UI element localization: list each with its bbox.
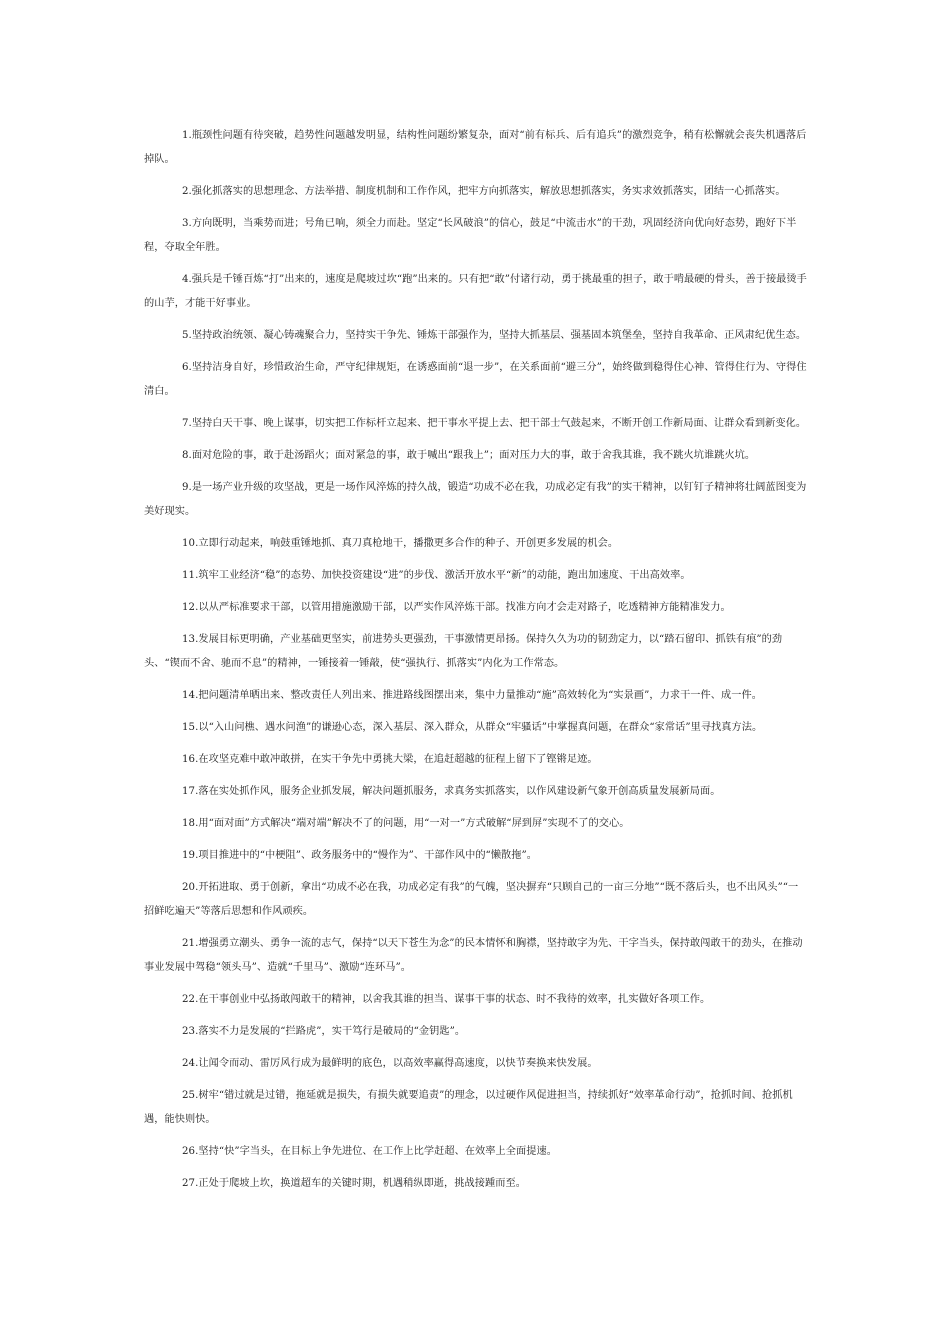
paragraph-13: 13.发展目标更明确，产业基础更坚实，前进势头更强劲，干事激情更昂扬。保持久久为功的韧劲定力，以“踏石留印、抓铁有痕”的劲头、“锲而不舍、驰而不息”的精神，一锤接着一锤敲，使“强执行、抓落实”内化为工作常态。 bbox=[144, 634, 783, 669]
paragraph-27: 27.正处于爬坡上坎，换道超车的关键时期，机遇稍纵即逝，挑战接踵而至。 bbox=[182, 1178, 526, 1189]
document-body bbox=[144, 124, 808, 1204]
paragraph-8: 8.面对危险的事，敢于赴汤蹈火；面对紧急的事，敢于喊出“跟我上”；面对压力大的事，敢于舍我其谁，我不跳火坑谁跳火坑。 bbox=[182, 450, 756, 461]
paragraph-20: 20.开拓进取、勇于创新，拿出“功成不必在我，功成必定有我”的气魄，坚决摒弃“只顾自己的一亩三分地”“既不落后头，也不出风头”“一招鲜吃遍天”等落后思想和作风顽疾。 bbox=[144, 882, 799, 917]
paragraph-23: 23.落实不力是发展的“拦路虎”，实干笃行是破局的“金钥匙”。 bbox=[182, 1026, 466, 1037]
paragraph-7: 7.坚持白天干事、晚上谋事，切实把工作标杆立起来、把干事水平提上去、把干部士气鼓起来，不断开创工作新局面、让群众看到新变化。 bbox=[182, 418, 807, 429]
paragraph-26: 26.坚持“快”字当头，在目标上争先进位、在工作上比学赶超、在效率上全面提速。 bbox=[182, 1146, 557, 1157]
paragraph-5: 5.坚持政治统领、凝心铸魂聚合力，坚持实干争先、锤炼干部强作为，坚持大抓基层、强基固本筑堡垒，坚持自我革命、正风肃纪优生态。 bbox=[182, 330, 807, 341]
paragraph-16: 16.在攻坚克难中敢冲敢拼，在实干争先中勇挑大梁，在追赶超越的征程上留下了铿锵足迹。 bbox=[182, 754, 598, 765]
paragraph-14: 14.把问题清单晒出来、整改责任人列出来、推进路线图摆出来，集中力量推动“施”高效转化为“实景画”，力求干一件、成一件。 bbox=[182, 690, 762, 701]
paragraph-17: 17.落在实处抓作风，服务企业抓发展，解决问题抓服务，求真务实抓落实，以作风建设新气象开创高质量发展新局面。 bbox=[182, 786, 721, 797]
paragraph-18: 18.用“面对面”方式解决“端对端”解决不了的问题，用“一对一”方式破解“屏到屏”实现不了的交心。 bbox=[182, 818, 630, 829]
paragraph-22: 22.在干事创业中弘扬敢闯敢干的精神，以舍我其谁的担当、谋事干事的状态、时不我待的效率，扎实做好各项工作。 bbox=[182, 994, 711, 1005]
paragraph-11: 11.筑牢工业经济“稳”的态势、加快投资建设“进”的步伐、激活开放水平“新”的动能，跑出加速度、干出高效率。 bbox=[182, 570, 691, 581]
paragraph-2: 2.强化抓落实的思想理念、方法举措、制度机制和工作作风，把牢方向抓落实，解放思想抓落实，务实求效抓落实，团结一心抓落实。 bbox=[182, 186, 786, 197]
paragraph-24: 24.让闻令而动、雷厉风行成为最鲜明的底色，以高效率赢得高速度，以快节奏换来快发展。 bbox=[182, 1058, 598, 1069]
paragraph-6: 6.坚持洁身自好，珍惜政治生命，严守纪律规矩，在诱惑面前“退一步”，在关系面前“避三分”，始终做到稳得住心神、管得住行为、守得住清白。 bbox=[144, 362, 807, 397]
paragraph-3: 3.方向既明，当乘势而进；号角已响，须全力而赴。坚定“长风破浪”的信心，鼓足“中流击水”的干劲，巩固经济向优向好态势，跑好下半程，夺取全年胜。 bbox=[144, 218, 797, 253]
paragraph-1: 1.瓶颈性问题有待突破，趋势性问题越发明显，结构性问题纷繁复杂，面对“前有标兵、后有追兵”的激烈竞争，稍有松懈就会丧失机遇落后掉队。 bbox=[144, 130, 807, 165]
paragraph-21: 21.增强勇立潮头、勇争一流的志气，保持“以天下苍生为念”的民本情怀和胸襟，坚持敢字为先、干字当头，保持敢闯敢干的劲头，在推动事业发展中驾稳“领头马”、造就“千里马”、激励“连环马”。 bbox=[144, 938, 803, 973]
paragraph-25: 25.树牢“错过就是过错，拖延就是损失，有损失就要追责”的理念，以过硬作风促进担当，持续抓好“效率革命行动”，抢抓时间、抢抓机遇，能快则快。 bbox=[144, 1090, 793, 1125]
paragraph-10: 10.立即行动起来，响鼓重锤地抓、真刀真枪地干，播撒更多合作的种子、开创更多发展的机会。 bbox=[182, 538, 619, 549]
paragraph-12: 12.以从严标准要求干部，以管用措施激励干部，以严实作风淬炼干部。找准方向才会走对路子，吃透精神方能精准发力。 bbox=[182, 602, 731, 613]
paragraph-15: 15.以“入山问樵、遇水问渔”的谦逊心态，深入基层、深入群众，从群众“牢骚话”中掌握真问题，在群众“家常话”里寻找真方法。 bbox=[182, 722, 763, 733]
paragraph-4: 4.强兵是千锤百炼“打”出来的，速度是爬坡过坎“跑”出来的。只有把“敢”付诸行动，勇于挑最重的担子，敢于啃最硬的骨头，善于接最烫手的山芋，才能干好事业。 bbox=[144, 274, 807, 309]
paragraph-19: 19.项目推进中的“中梗阻”、政务服务中的“慢作为”、干部作风中的“懒散拖”。 bbox=[182, 850, 538, 861]
paragraph-9: 9.是一场产业升级的攻坚战，更是一场作风淬炼的持久战，锻造“功成不必在我，功成必定有我”的实干精神，以钉钉子精神将壮阔蓝图变为美好现实。 bbox=[144, 482, 807, 517]
